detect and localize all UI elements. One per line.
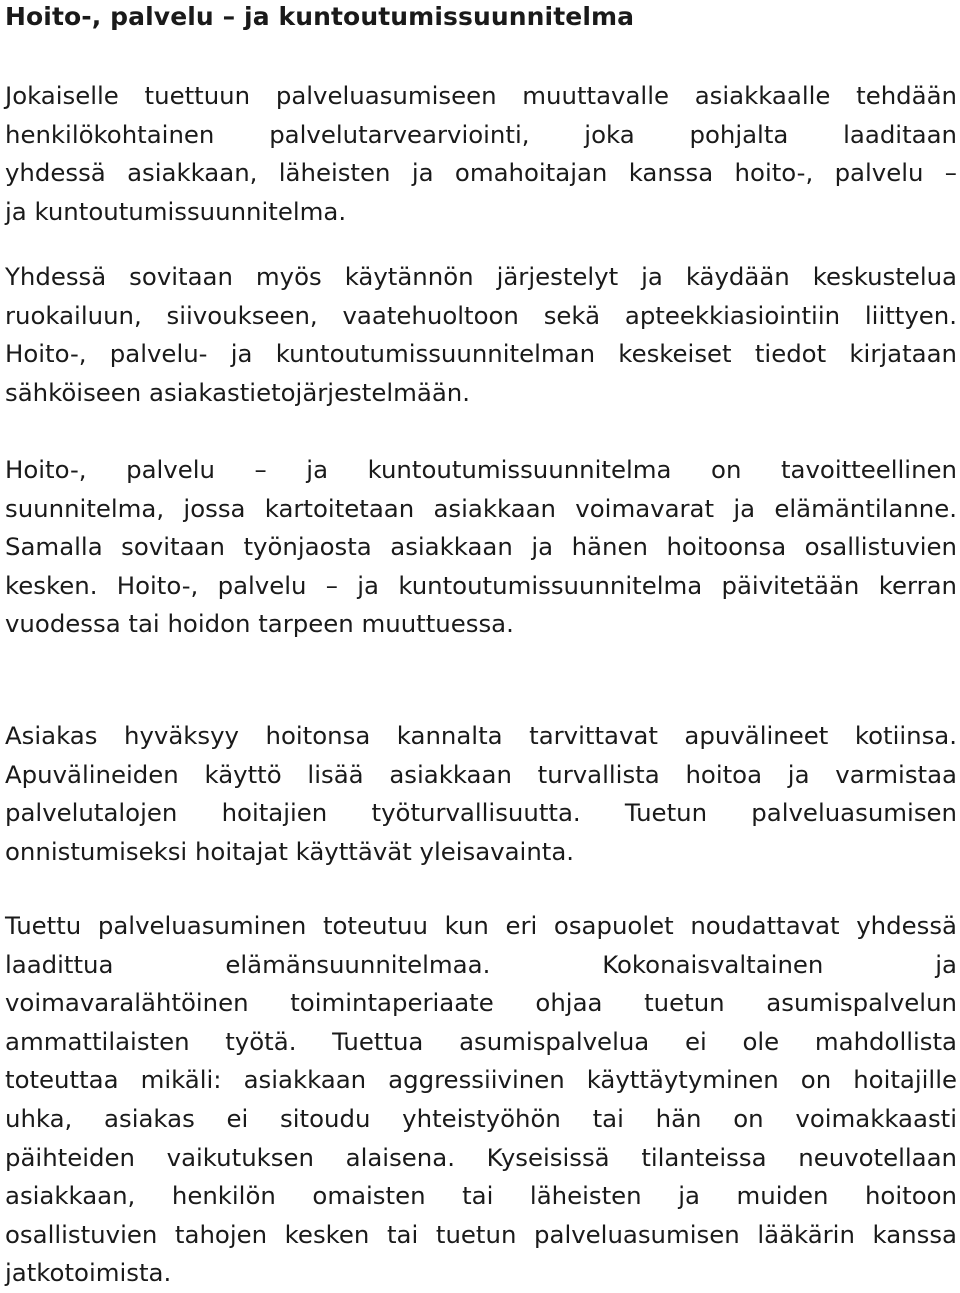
paragraph-line: osallistuvien tahojen kesken tai tuetun palveluasumisen lääkärin kanssa bbox=[5, 1219, 957, 1249]
paragraph-line: kesken. Hoito-, palvelu – ja kuntoutumissuunnitelma päivitetään kerran bbox=[5, 570, 957, 600]
paragraph-line: vuodessa tai hoidon tarpeen muuttuessa. bbox=[5, 609, 514, 639]
paragraph-aids bbox=[5, 717, 957, 871]
page-title: Hoito-, palvelu – ja kuntoutumissuunnitelma bbox=[5, 2, 635, 31]
paragraph-line: toteuttaa mikäli: asiakkaan aggressiivinen käyttäytyminen on hoitajille bbox=[5, 1065, 957, 1095]
paragraph-line: suunnitelma, jossa kartoitetaan asiakkaan voimavarat ja elämäntilanne. bbox=[5, 493, 957, 523]
paragraph-line: ruokailuun, siivoukseen, vaatehuoltoon sekä apteekkiasiointiin liittyen. bbox=[5, 300, 957, 330]
paragraph-line: Hoito-, palvelu – ja kuntoutumissuunnitelma on tavoitteellinen bbox=[5, 455, 957, 484]
paragraph-line: asiakkaan, henkilön omaisten tai läheisten ja muiden hoitoon bbox=[5, 1181, 957, 1211]
paragraph-line: päihteiden vaikutuksen alaisena. Kyseisissä tilanteissa neuvotellaan bbox=[5, 1142, 957, 1172]
paragraph-line: ja kuntoutumissuunnitelma. bbox=[5, 196, 347, 226]
paragraph-line: Tuettu palveluasuminen toteutuu kun eri osapuolet noudattavat yhdessä bbox=[5, 911, 957, 940]
paragraph-arrangements bbox=[5, 258, 957, 412]
paragraph-line: ammattilaisten työtä. Tuettua asumispalvelua ei ole mahdollista bbox=[5, 1026, 957, 1056]
paragraph-line: henkilökohtainen palvelutarvearviointi, joka pohjalta laaditaan bbox=[5, 119, 957, 149]
paragraph-line: laadittua elämänsuunnitelmaa. Kokonaisvaltainen ja bbox=[5, 949, 957, 979]
paragraph-supported-living bbox=[5, 907, 957, 1293]
paragraph-intro bbox=[5, 77, 957, 231]
paragraph-line: onnistumiseksi hoitajat käyttävät yleisavainta. bbox=[5, 836, 575, 866]
paragraph-line: Asiakas hyväksyy hoitonsa kannalta tarvittavat apuvälineet kotiinsa. bbox=[5, 721, 957, 750]
paragraph-line: jatkotoimista. bbox=[5, 1258, 172, 1288]
paragraph-line: Jokaiselle tuettuun palveluasumiseen muuttavalle asiakkaalle tehdään bbox=[5, 81, 957, 110]
paragraph-line: palvelutalojen hoitajien työturvallisuutta. Tuetun palveluasumisen bbox=[5, 798, 957, 828]
paragraph-line: voimavaralähtöinen toimintaperiaate ohjaa tuetun asumispalvelun bbox=[5, 988, 957, 1018]
paragraph-line: uhka, asiakas ei sitoudu yhteistyöhön tai hän on voimakkaasti bbox=[5, 1103, 957, 1133]
paragraph-line: Hoito-, palvelu- ja kuntoutumissuunnitelman keskeiset tiedot kirjataan bbox=[5, 339, 957, 369]
paragraph-line: yhdessä asiakkaan, läheisten ja omahoitajan kanssa hoito-, palvelu – bbox=[5, 158, 957, 188]
paragraph-line: Yhdessä sovitaan myös käytännön järjestelyt ja käydään keskustelua bbox=[5, 262, 957, 291]
paragraph-line: Apuvälineiden käyttö lisää asiakkaan turvallista hoitoa ja varmistaa bbox=[5, 759, 957, 789]
paragraph-line: sähköiseen asiakastietojärjestelmään. bbox=[5, 377, 471, 407]
paragraph-plan-goals bbox=[5, 451, 957, 644]
paragraph-line: Samalla sovitaan työnjaosta asiakkaan ja hänen hoitoonsa osallistuvien bbox=[5, 532, 957, 562]
